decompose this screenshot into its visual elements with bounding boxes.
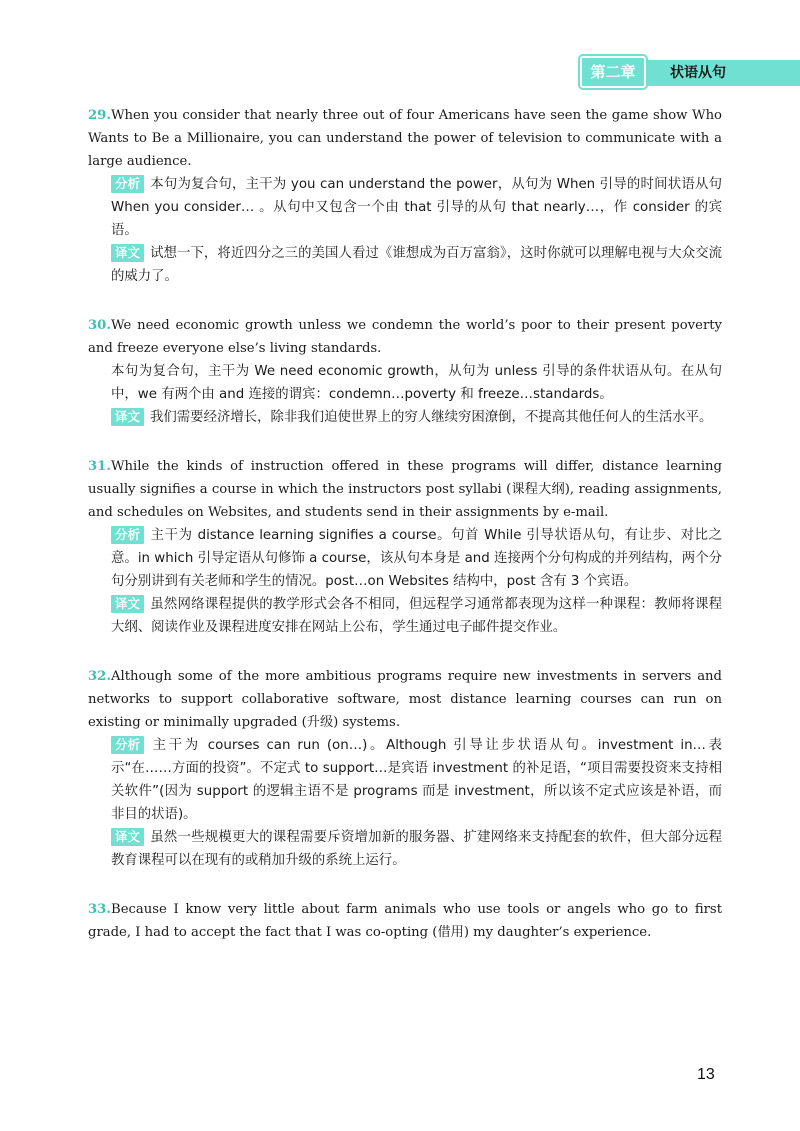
analysis-block (88, 173, 722, 242)
sentence-item-31 (88, 455, 722, 639)
translation-tag: 译文 (111, 595, 144, 613)
english-text: While the kinds of instruction offered in these programs will differ, distance learning usually signifies a course in which the instructors post syllabi (课程大纲), reading assignments, and schedules on Websites, and students send in their assignments by e-mail. (88, 459, 722, 520)
item-number: 29. (88, 108, 111, 123)
english-text: Because I know very little about farm animals who use tools or angels who go to first grade, I had to accept the fact that I was co-opting (借用) my daughter’s experience. (88, 902, 722, 940)
item-number: 30. (88, 318, 111, 333)
sentence-item-29 (88, 104, 722, 288)
sentence-item-30 (88, 314, 722, 429)
translation-tag: 译文 (111, 244, 144, 262)
translation-tag: 译文 (111, 408, 144, 426)
translation-text: 虽然一些规模更大的课程需要斥资增加新的服务器、扩建网络来支持配套的软件，但大部分远程教育课程可以在现有的或稍加升级的系统上运行。 (111, 830, 722, 868)
page-number: 13 (697, 1066, 715, 1083)
analysis-tag: 分析 (111, 736, 144, 754)
item-number: 31. (88, 459, 111, 474)
analysis-block (88, 360, 722, 406)
translation-block (88, 826, 722, 872)
sentence-item-32 (88, 665, 722, 872)
translation-text: 我们需要经济增长，除非我们迫使世界上的穷人继续穷困潦倒，不提高其他任何人的生活水平。 (150, 410, 713, 425)
analysis-text: 主干为 courses can run (on…)。Although 引导让步状语从句。investment in…表示“在……方面的投资”。不定式 to support…是宾语 investment 的补足语，“项目需要投资来支持相关软件”(因为 support 的逻辑主语不是 programs 而是 investment，所以该不定式应该是补语，而非目的状语)。 (111, 738, 722, 822)
english-text: When you consider that nearly three out of four Americans have seen the game show Who Wants to Be a Millionaire, you can understand the power of television to communicate with a large audience. (88, 108, 722, 169)
analysis-text: 主干为 distance learning signifies a course。句首 While 引导状语从句，有让步、对比之意。in which 引导定语从句修饰 a course，该从句本身是 and 连接两个分句构成的并列结构，两个分句分别讲到有关老师和学生的情况。post…on Websites 结构中，post 含有 3 个宾语。 (111, 528, 722, 589)
sentence-item-33 (88, 898, 722, 944)
analysis-tag: 分析 (111, 526, 144, 544)
english-sentence (88, 898, 722, 944)
chapter-title: 状语从句 (670, 65, 726, 81)
english-sentence (88, 104, 722, 173)
translation-tag: 译文 (111, 828, 144, 846)
chapter-badge: 第二章 (580, 56, 646, 88)
analysis-tag: 分析 (111, 175, 144, 193)
item-number: 32. (88, 669, 111, 684)
translation-block (88, 593, 722, 639)
english-sentence (88, 455, 722, 524)
translation-text: 虽然网络课程提供的教学形式会各不相同，但远程学习通常都表现为这样一种课程：教师将课程大纲、阅读作业及课程进度安排在网站上公布，学生通过电子邮件提交作业。 (111, 597, 722, 635)
analysis-text: 本句为复合句，主干为 We need economic growth，从句为 unless 引导的条件状语从句。在从句中，we 有两个由 and 连接的谓宾：condemn…poverty 和 freeze…standards。 (111, 364, 722, 402)
english-sentence (88, 314, 722, 360)
analysis-block (88, 524, 722, 593)
english-text: We need economic growth unless we condemn the world’s poor to their present poverty and freeze everyone else’s living standards. (88, 318, 722, 356)
translation-text: 试想一下，将近四分之三的美国人看过《谁想成为百万富翁》，这时你就可以理解电视与大众交流的威力了。 (111, 246, 722, 284)
analysis-text: 本句为复合句，主干为 you can understand the power，从句为 When 引导的时间状语从句 When you consider… 。从句中又包含一个由 that 引导的从句 that nearly…，作 consider 的宾语。 (111, 177, 722, 238)
translation-block (88, 242, 722, 288)
page-content (88, 104, 722, 970)
chapter-header (580, 56, 800, 90)
english-sentence (88, 665, 722, 734)
translation-block (88, 406, 722, 429)
analysis-block (88, 734, 722, 826)
item-number: 33. (88, 902, 111, 917)
english-text: Although some of the more ambitious programs require new investments in servers and networks to support collaborative software, most distance learning courses can run on existing or minimally upgraded (升级) systems. (88, 669, 722, 730)
